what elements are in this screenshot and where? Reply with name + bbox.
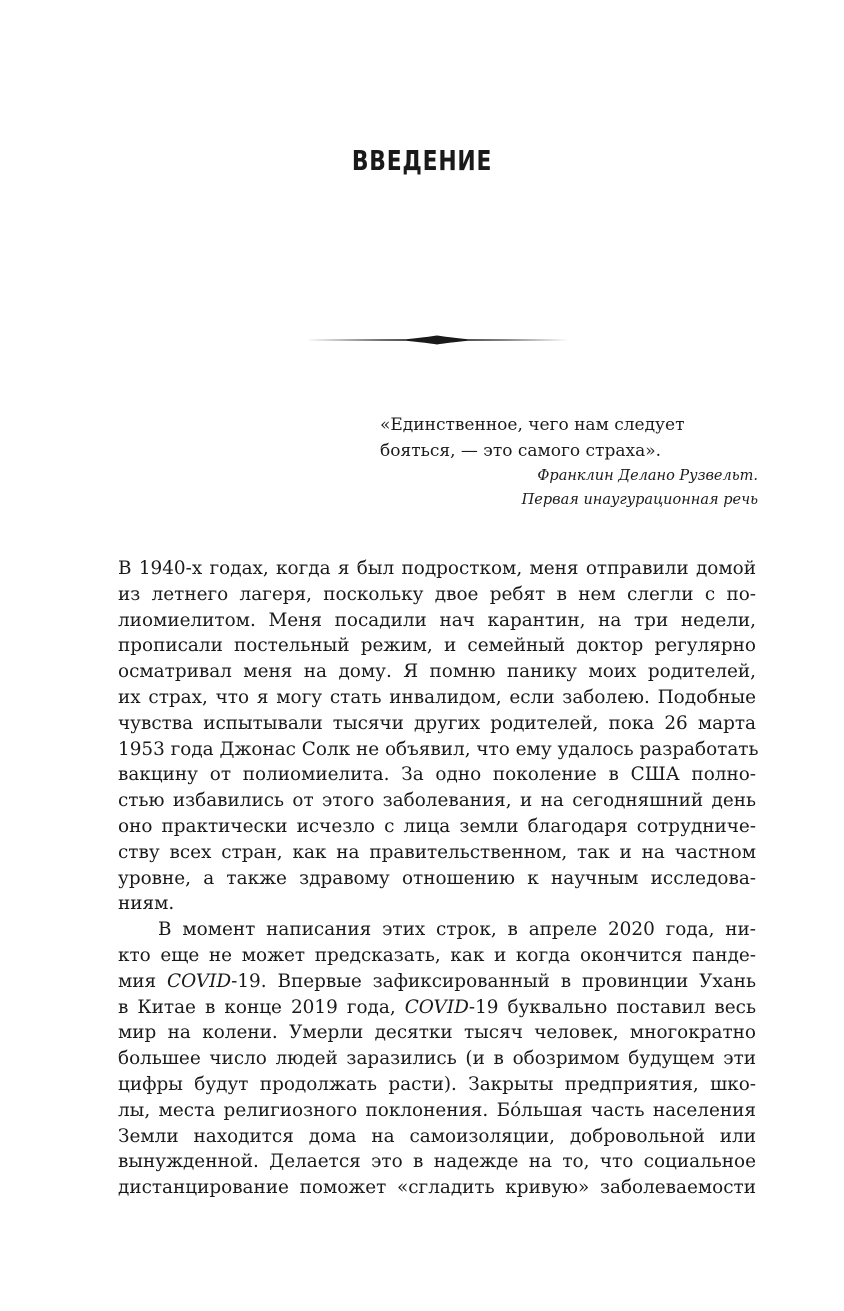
epigraph-quote-line: бояться, — это самого страха». (380, 441, 662, 461)
text-line: осматривал меня на дому. Я помню панику моих родителей, (118, 661, 756, 683)
text-line: их страх, что я могу стать инвалидом, если заболею. Подобные (118, 686, 756, 708)
body-text (118, 556, 759, 1201)
text-line: оно практически исчезло с лица земли благодаря сотрудниче- (118, 815, 756, 837)
text-line: чувства испытывали тысячи других родителей, пока 26 марта (118, 712, 756, 734)
text-line: лы, места религиозного поклонения. Бóльшая часть населения (118, 1099, 756, 1121)
chapter-title: ВВЕДЕНИЕ (351, 144, 493, 177)
text-line: в Китае в конце 2019 года, COVID-19 буквально поставил весь (118, 996, 756, 1018)
text-line: вынужденной. Делается это в надежде на то, что социальное (118, 1151, 756, 1173)
text-line: ниям. (118, 893, 175, 915)
text-line: уровне, а также здравому отношению к научным исследова- (118, 867, 756, 889)
text-line: В момент написания этих строк, в апреле 2020 года, ни- (158, 919, 756, 941)
text-line: цифры будут продолжать расти). Закрыты предприятия, шко- (118, 1073, 756, 1095)
epigraph-author: Франклин Делано Рузвельт. (537, 468, 758, 484)
text-line: В 1940-х годах, когда я был подростком, меня отправили домой (118, 558, 756, 579)
paragraph-1 (118, 556, 759, 917)
text-line: лиомиелитом. Меня посадили нач карантин, на три недели, (118, 609, 756, 631)
text-line: большее число людей заразились (и в обозримом будущем эти (118, 1048, 756, 1070)
text-line: кто еще не может предсказать, как и когда окончится панде- (118, 944, 756, 966)
ornamental-divider (306, 333, 568, 347)
text-line: мир на колени. Умерли десятки тысяч человек, многократно (118, 1022, 756, 1044)
paragraph-2 (118, 917, 756, 1201)
text-line: вакцину от полиомиелита. За одно поколение в США полно- (118, 764, 756, 786)
text-line: мия COVID-19. Впервые зафиксированный в провинции Ухань (118, 970, 756, 992)
text-line: Земли находится дома на самоизоляции, добровольной или (118, 1125, 756, 1147)
text-line: дистанцирование поможет «сгладить кривую» заболеваемости (118, 1177, 756, 1199)
epigraph-source: Первая инаугурационная речь (521, 492, 758, 508)
text-line: ству всех стран, как на правительственном, так и на частном (118, 841, 756, 863)
text-line: 1953 года Джонас Солк не объявил, что ему удалось разработать (118, 738, 759, 760)
text-line: прописали постельный режим, и семейный доктор регулярно (118, 635, 756, 657)
text-line: стью избавились от этого заболевания, и на сегодняшний день (118, 790, 756, 812)
text-line: из летнего лагеря, поскольку двое ребят в нем слегли с по- (118, 583, 756, 605)
epigraph (358, 412, 758, 512)
epigraph-quote-line: «Единственное, чего нам следует (380, 415, 685, 435)
